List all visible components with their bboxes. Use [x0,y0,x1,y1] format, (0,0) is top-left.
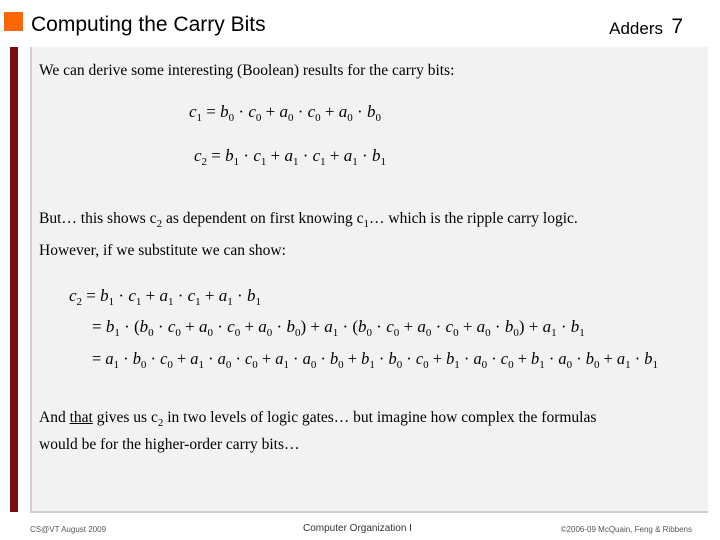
equation-c2: $c_2 = b_1 \cdot c_1 + a_1 \cdot c_1 + a_1 \cdot b_1$ [194,146,386,168]
equation-c1: $c_1 = b_0 \cdot c_0 + a_0 \cdot c_0 + a_0 \cdot b_0$ [189,102,381,124]
intro-text: We can derive some interesting (Boolean) results for the carry bits: [39,62,455,79]
section-label: Adders [609,19,663,38]
conclusion-text: And that gives us $c_2$ in two levels of logic gates… but imagine how complex the formulas would be for the higher-order carry bits… [39,409,597,454]
expansion-line-2: = $b_1 \cdot (b_0 \cdot c_0 + a_0 \cdot c_0 + a_0 \cdot b_0) + a_1 \cdot (b_0 \cdot c_0 + a_0 \cdot c_0 + a_0 \cdot b_0) + a_1 \cdot b_1$ [92,317,585,339]
left-accent-bar [10,47,18,512]
title-accent-square [4,12,23,31]
slide-content [30,47,708,513]
footer-left: CS@VT August 2009 [30,525,107,534]
footer-right: ©2006-09 McQuain, Feng & Ribbens [560,525,692,534]
substitute-text: However, if we substitute we can show: [39,242,286,259]
ripple-text: But… this shows $c_2$ as dependent on first knowing $c_1\dots$ which is the ripple carry logic. [39,210,578,231]
slide-title: Computing the Carry Bits [31,13,266,36]
page-number: 7 [671,15,683,38]
expansion-line-3: = $a_1 \cdot b_0 \cdot c_0 + a_1 \cdot a_0 \cdot c_0 + a_1 \cdot a_0 \cdot b_0 + b_1 \cdot b_0 \cdot c_0 + b_1 \cdot a_0 \cdot c_0 + b_1 \cdot a_0 \cdot b_0 + a_1 \cdot b_1$ [92,349,658,371]
expansion-line-1: $c_2 = b_1 \cdot c_1 + a_1 \cdot c_1 + a_1 \cdot b_1$ [69,286,261,308]
footer-center: Computer Organization I [303,523,412,534]
